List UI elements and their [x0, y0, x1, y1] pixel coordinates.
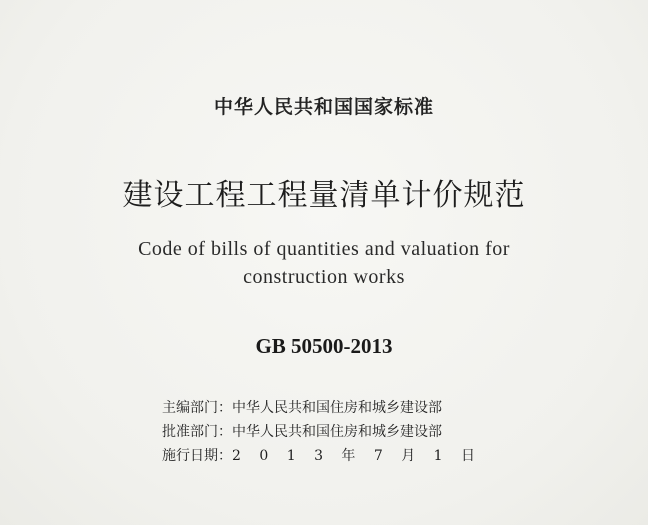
chief-editor-row [162, 396, 482, 420]
publication-info [162, 396, 482, 468]
effective-date-label: 施行日期： [162, 448, 232, 464]
effective-date-value: 2 0 1 3 年 7 月 1 日 [232, 448, 483, 464]
approver-label: 批准部门： [162, 424, 232, 440]
document-title-english-line2: construction works [243, 266, 405, 288]
chief-editor-label: 主编部门： [162, 400, 232, 416]
document-title-chinese: 建设工程工程量清单计价规范 [122, 178, 526, 213]
document-title-english-line1: Code of bills of quantities and valuation for [138, 238, 510, 260]
approver-value: 中华人民共和国住房和城乡建设部 [232, 424, 442, 440]
standard-code: GB 50500-2013 [255, 334, 393, 358]
issuing-authority: 中华人民共和国国家标准 [213, 96, 434, 118]
approver-row [162, 420, 482, 444]
chief-editor-value: 中华人民共和国住房和城乡建设部 [232, 400, 442, 416]
effective-date-row [162, 444, 482, 468]
